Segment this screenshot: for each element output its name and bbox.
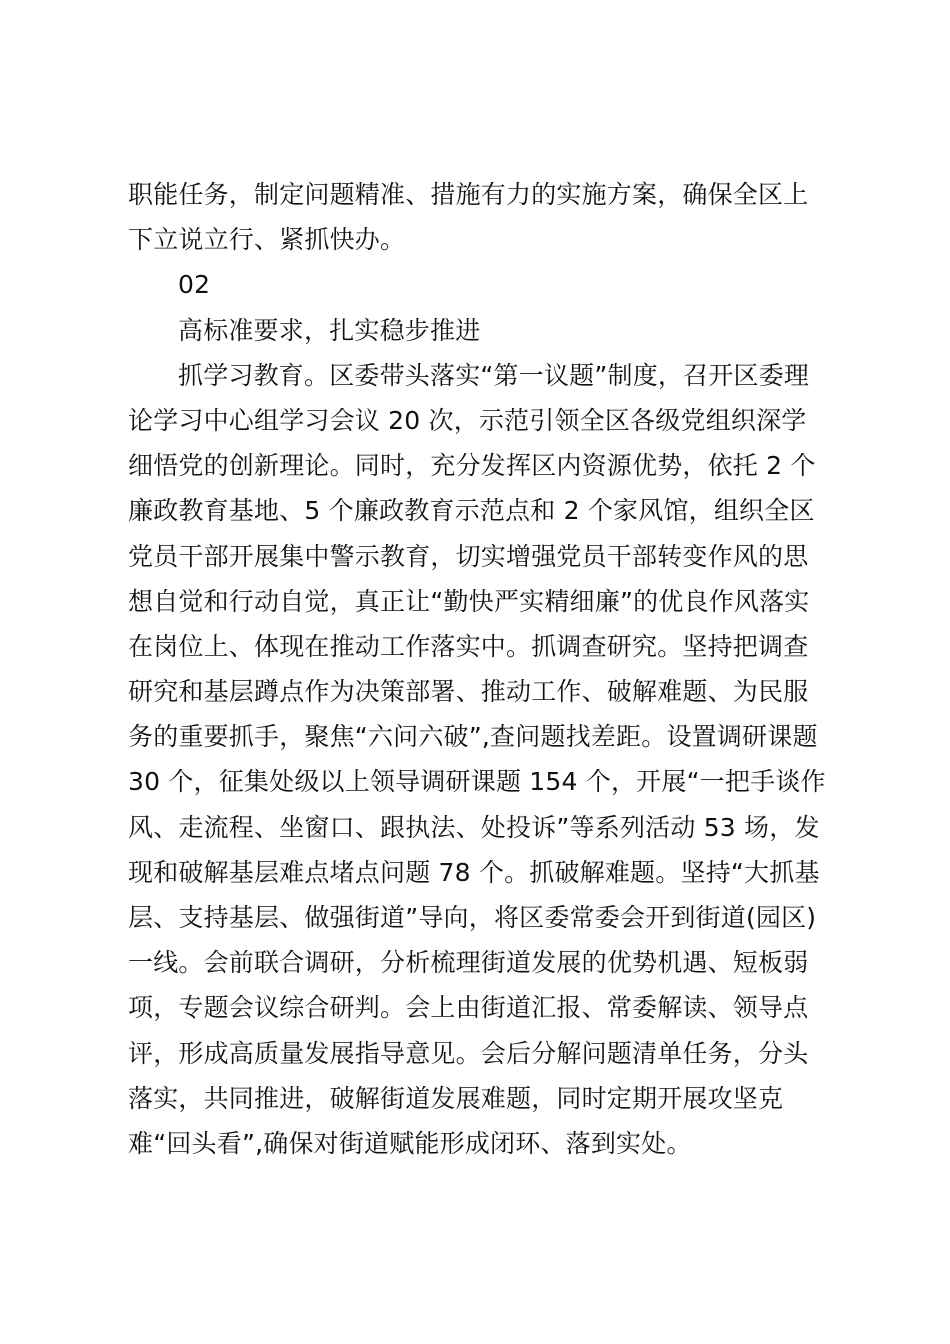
text-line: 落实，共同推进，破解街道发展难题，同时定期开展攻坚克: [128, 1083, 784, 1113]
text-line: 风、走流程、坐窗口、跟执法、处投诉”等系列活动 53 场，发: [128, 812, 820, 842]
text-line: 一线。会前联合调研，分析梳理街道发展的优势机遇、短板弱: [128, 948, 809, 978]
section-number: 02: [178, 270, 211, 300]
text-line: 论学习中心组学习会议 20 次，示范引领全区各级党组织深学: [128, 405, 807, 435]
text-line: 评，形成高质量发展指导意见。会后分解问题清单任务，分头: [128, 1038, 809, 1068]
text-line: 研究和基层蹲点作为决策部署、推动工作、破解难题、为民服: [128, 677, 809, 707]
text-line: 30 个，征集处级以上领导调研课题 154 个，开展“一把手谈作: [128, 767, 826, 797]
text-line: 项，专题会议综合研判。会上由街道汇报、常委解读、领导点: [128, 993, 809, 1023]
text-line: 层、支持基层、做强街道”导向，将区委常委会开到街道(园区): [128, 903, 817, 932]
text-line: 务的重要抓手，聚焦“六问六破”,查问题找差距。设置调研课题: [128, 722, 818, 752]
text-line: 下立说立行、紧抓快办。: [128, 225, 406, 255]
text-line: 细悟党的创新理论。同时，充分发挥区内资源优势，依托 2 个: [128, 451, 816, 481]
text-line: 廉政教育基地、5 个廉政教育示范点和 2 个家风馆，组织全区: [128, 496, 815, 526]
text-line: 在岗位上、体现在推动工作落实中。抓调查研究。坚持把调查: [128, 631, 809, 661]
text-line: 职能任务，制定问题精准、措施有力的实施方案，确保全区上: [128, 180, 809, 209]
text-line: 党员干部开展集中警示教育，切实增强党员干部转变作风的思: [128, 541, 809, 571]
section-heading: 高标准要求，扎实稳步推进: [178, 315, 481, 345]
body-text: [128, 172, 828, 1166]
paragraph-start: 抓学习教育。区委带头落实“第一议题”制度，召开区委理: [178, 360, 810, 390]
text-line: 现和破解基层难点堵点问题 78 个。抓破解难题。坚持“大抓基: [128, 857, 820, 887]
text-line: 难“回头看”,确保对街道赋能形成闭环、落到实处。: [128, 1128, 692, 1158]
text-line: 想自觉和行动自觉，真正让“勤快严实精细廉”的优良作风落实: [128, 586, 810, 616]
